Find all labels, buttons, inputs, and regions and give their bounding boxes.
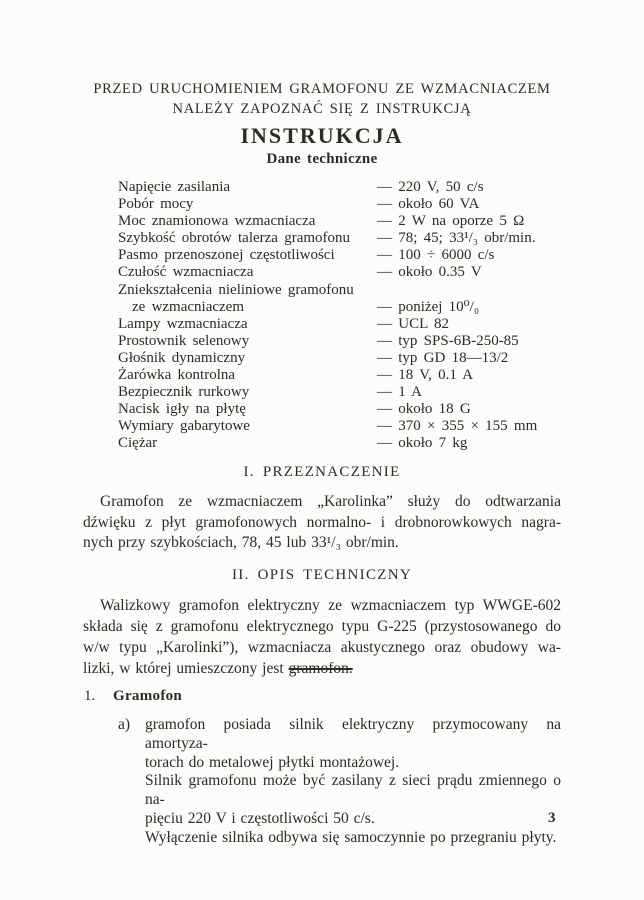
spec-row-10 — [118, 333, 578, 350]
spec-value: — 1 A — [377, 384, 423, 401]
list-item-a-text — [145, 716, 561, 848]
spec-row-11 — [118, 350, 578, 367]
notice — [0, 79, 644, 119]
spec-value: — typ GD 18—13/2 — [377, 349, 509, 366]
section-2-line-2: składa się z gramofonu elektrycznego typu G-225 (przystosowanego do — [83, 618, 561, 635]
spec-row-13 — [118, 384, 578, 401]
spec-value: — 78; 45; 33¹/₃ obr/min. — [377, 230, 536, 247]
spec-label: Bezpiecznik rurkowy — [118, 384, 250, 401]
spec-label: Wymiary gabarytowe — [118, 418, 250, 435]
notice-line-2: NALEŻY ZAPOZNAĆ SIĘ Z INSTRUKCJĄ — [172, 101, 472, 117]
item-a-line-4: pięciu 220 V i częstotliwości 50 c/s. — [145, 809, 375, 827]
spec-label: Żarówka kontrolna — [118, 367, 236, 384]
section-1-line-3: nych przy szybkościach, 78, 45 lub 33¹/₃ obr/min. — [83, 534, 399, 551]
spec-value: — około 60 VA — [377, 196, 480, 213]
spec-row-5 — [118, 247, 578, 264]
spec-list — [118, 179, 578, 453]
spec-value: — UCL 82 — [377, 315, 449, 332]
section-2-heading: II. OPIS TECHNICZNY — [231, 567, 412, 583]
spec-row-9 — [118, 316, 578, 333]
section-2-line-4 — [83, 658, 561, 679]
spec-value: — poniżej 10⁰/₀ — [377, 298, 480, 315]
section-1-line-1: Gramofon ze wzmacniaczem „Karolinka” służy do odtwarzania — [100, 493, 561, 510]
page-number: 3 — [548, 810, 556, 826]
spec-row-8 — [118, 299, 578, 316]
spec-row-4 — [118, 230, 578, 247]
item-a-line-3: Silnik gramofonu może być zasilany z sieci prądu zmiennego o na- — [145, 772, 561, 809]
spec-label: Pasmo przenoszonej częstotliwości — [118, 247, 335, 264]
spec-label: Głośnik dynamiczny — [118, 349, 246, 366]
spec-value: — 220 V, 50 c/s — [377, 179, 484, 195]
section-2-line-1: Walizkowy gramofon elektryczny ze wzmacniaczem typ WWGE-602 — [100, 597, 561, 614]
notice-line-1: PRZED URUCHOMIENIEM GRAMOFONU ZE WZMACNIACZEM — [93, 81, 551, 97]
spec-label: Czułość wzmacniacza — [118, 264, 254, 281]
section-1-line-2: dźwięku z płyt gramofonowych normalno- i drobnorowkowych nagra- — [83, 513, 561, 531]
subsection-1-heading — [84, 688, 182, 705]
spec-row-14 — [118, 401, 578, 418]
spec-label: Szybkość obrotów talerza gramofonu — [118, 230, 351, 247]
section-2-line-3: w/w typu „Karolinki”), wzmacniacza akustycznego oraz obudowy wa- — [83, 639, 561, 656]
item-a-line-2: torach do metalowej płytki montażowej. — [145, 753, 400, 771]
technical-data-subtitle: Dane techniczne — [266, 151, 378, 167]
spec-row-6 — [118, 264, 578, 281]
section-2-line-4-text: lizki, w której umieszczony jest — [83, 660, 289, 677]
spec-label: Napięcie zasilania — [118, 179, 231, 195]
spec-row-2 — [118, 196, 578, 213]
spec-value: — około 0.35 V — [377, 264, 482, 281]
spec-row-16 — [118, 435, 578, 452]
spec-label: Zniekształcenia nieliniowe gramofonu — [118, 281, 354, 298]
list-item-a-marker: a) — [118, 716, 131, 733]
spec-row-15 — [118, 418, 578, 435]
section-1-heading: I. PRZEZNACZENIE — [243, 464, 401, 480]
spec-value: — 100 ÷ 6000 c/s — [377, 247, 495, 264]
spec-row-7 — [118, 282, 578, 299]
section-1-paragraph — [83, 492, 561, 554]
section-2-paragraph — [83, 595, 561, 679]
subsection-1-title: Gramofon — [113, 688, 183, 704]
spec-value: — około 18 G — [377, 401, 471, 418]
spec-value: — 370 × 355 × 155 mm — [377, 418, 538, 435]
spec-row-1 — [118, 179, 578, 196]
spec-value: — 2 W na oporze 5 Ω — [377, 213, 525, 230]
list-item-a — [118, 716, 561, 848]
spec-label: Ciężar — [118, 435, 158, 452]
spec-label: Prostownik selenowy — [118, 332, 250, 349]
spec-row-3 — [118, 213, 578, 230]
spec-value: — typ SPS-6B-250-85 — [377, 332, 519, 349]
spec-value: — 18 V, 0.1 A — [377, 367, 474, 384]
spec-label: Moc znamionowa wzmacniacza — [118, 213, 316, 230]
item-a-line-1: gramofon posiada silnik elektryczny przymocowany na amortyza- — [145, 716, 561, 752]
spec-label: Pobór mocy — [118, 196, 194, 213]
spec-label: Nacisk igły na płytę — [118, 401, 246, 418]
page-title: INSTRUKCJA — [240, 123, 404, 148]
spec-label: Lampy wzmacniacza — [118, 315, 248, 332]
spec-label: ze wzmacniaczem — [132, 298, 245, 315]
subsection-1-number: 1. — [84, 688, 96, 704]
item-a-line-5: Wyłączenie silnika odbywa się samoczynnie po przegraniu płyty. — [145, 828, 557, 846]
spec-value: — około 7 kg — [377, 435, 468, 452]
struck-word: gramofon. — [288, 660, 353, 677]
spec-row-12 — [118, 367, 578, 384]
